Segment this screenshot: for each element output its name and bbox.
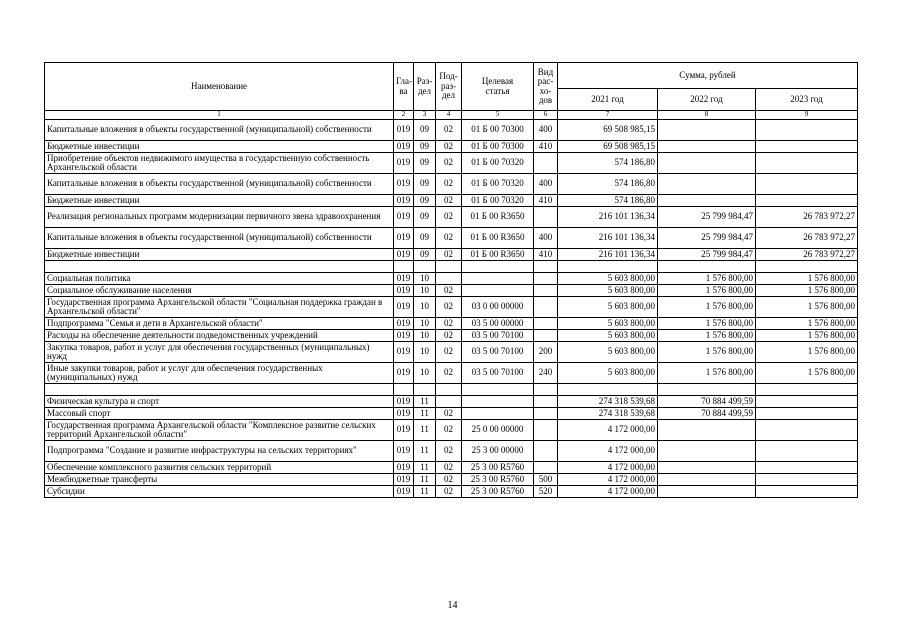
row-vid — [534, 285, 558, 297]
empty-cell — [462, 384, 534, 396]
table-row — [45, 363, 858, 384]
row-target: 01 Б 00 R3650 — [462, 228, 534, 249]
row-name: Подпрограмма "Семья и дети в Архангельской области" — [45, 318, 394, 330]
header-razdel: Раз- дел — [414, 63, 436, 111]
row-vid — [534, 420, 558, 441]
row-amount-2022: 1 576 800,00 — [658, 318, 756, 330]
empty-cell — [394, 261, 414, 273]
header-vid: Вид рас- хо- дов — [534, 63, 558, 111]
row-amount-2021: 69 508 985,15 — [558, 141, 658, 153]
table-row — [45, 441, 858, 462]
row-amount-2022 — [658, 486, 756, 498]
row-vid: 500 — [534, 474, 558, 486]
row-target — [462, 273, 534, 285]
row-amount-2022 — [658, 441, 756, 462]
row-razdel: 11 — [414, 474, 436, 486]
row-amount-2021: 5 603 800,00 — [558, 273, 658, 285]
row-razdel: 10 — [414, 342, 436, 363]
row-vid — [534, 318, 558, 330]
row-glava: 019 — [394, 207, 414, 228]
row-target: 01 Б 00 R3650 — [462, 207, 534, 228]
row-target: 03 5 00 70100 — [462, 363, 534, 384]
row-amount-2023: 1 576 800,00 — [756, 273, 858, 285]
row-target: 25 3 00 00000 — [462, 441, 534, 462]
empty-cell — [756, 384, 858, 396]
row-amount-2022: 25 799 984,47 — [658, 228, 756, 249]
row-target: 25 3 00 R5760 — [462, 474, 534, 486]
row-name: Капитальные вложения в объекты государственной (муниципальной) собственности — [45, 228, 394, 249]
row-target: 01 Б 00 70300 — [462, 120, 534, 141]
row-name: Межбюджетные трансферты — [45, 474, 394, 486]
table-row — [45, 228, 858, 249]
col-num: 2 — [394, 111, 414, 120]
row-vid: 240 — [534, 363, 558, 384]
header-year-2022: 2022 год — [658, 89, 756, 111]
row-podrazdel: 02 — [436, 408, 462, 420]
row-name: Иные закупки товаров, работ и услуг для обеспечения государственных (муниципальных) нужд — [45, 363, 394, 384]
row-podrazdel: 02 — [436, 141, 462, 153]
table-row — [45, 474, 858, 486]
row-name: Подпрограмма "Создание и развитие инфраструктуры на сельских территориях" — [45, 441, 394, 462]
row-amount-2022: 1 576 800,00 — [658, 330, 756, 342]
row-name: Массовый спорт — [45, 408, 394, 420]
row-razdel: 11 — [414, 420, 436, 441]
row-amount-2021: 574 186,80 — [558, 174, 658, 195]
row-vid: 400 — [534, 174, 558, 195]
row-target: 03 5 00 70100 — [462, 330, 534, 342]
empty-cell — [462, 261, 534, 273]
row-amount-2021: 574 186,80 — [558, 153, 658, 174]
empty-cell — [534, 384, 558, 396]
row-amount-2022 — [658, 420, 756, 441]
row-amount-2023 — [756, 195, 858, 207]
row-amount-2021: 5 603 800,00 — [558, 330, 658, 342]
table-row — [45, 273, 858, 285]
row-amount-2021: 4 172 000,00 — [558, 441, 658, 462]
table-row — [45, 249, 858, 261]
row-amount-2022: 1 576 800,00 — [658, 342, 756, 363]
row-name: Бюджетные инвестиции — [45, 195, 394, 207]
row-glava: 019 — [394, 273, 414, 285]
header-target: Целевая статья — [462, 63, 534, 111]
row-amount-2022 — [658, 462, 756, 474]
row-name: Расходы на обеспечение деятельности подведомственных учреждений — [45, 330, 394, 342]
row-vid: 200 — [534, 342, 558, 363]
row-name: Закупка товаров, работ и услуг для обеспечения государственных (муниципальных) нужд — [45, 342, 394, 363]
row-amount-2021: 574 186,80 — [558, 195, 658, 207]
row-glava: 019 — [394, 153, 414, 174]
row-razdel: 09 — [414, 174, 436, 195]
row-podrazdel: 02 — [436, 330, 462, 342]
row-razdel: 11 — [414, 462, 436, 474]
row-vid: 410 — [534, 195, 558, 207]
row-vid — [534, 441, 558, 462]
row-name: Капитальные вложения в объекты государственной (муниципальной) собственности — [45, 120, 394, 141]
row-glava: 019 — [394, 441, 414, 462]
col-num: 6 — [534, 111, 558, 120]
row-target: 25 3 00 R5760 — [462, 486, 534, 498]
row-amount-2022 — [658, 195, 756, 207]
row-podrazdel — [436, 273, 462, 285]
row-target: 01 Б 00 R3650 — [462, 249, 534, 261]
row-amount-2022 — [658, 141, 756, 153]
empty-cell — [558, 384, 658, 396]
row-razdel: 10 — [414, 330, 436, 342]
empty-cell — [658, 384, 756, 396]
row-amount-2021: 274 318 539,68 — [558, 408, 658, 420]
row-name: Социальная политика — [45, 273, 394, 285]
row-amount-2021: 274 318 539,68 — [558, 396, 658, 408]
row-podrazdel: 02 — [436, 249, 462, 261]
row-podrazdel: 02 — [436, 441, 462, 462]
row-razdel: 09 — [414, 207, 436, 228]
row-target: 03 0 00 00000 — [462, 297, 534, 318]
row-amount-2023: 26 783 972,27 — [756, 249, 858, 261]
row-podrazdel: 02 — [436, 486, 462, 498]
row-razdel: 10 — [414, 285, 436, 297]
row-razdel: 09 — [414, 195, 436, 207]
row-amount-2023: 1 576 800,00 — [756, 363, 858, 384]
row-amount-2023 — [756, 441, 858, 462]
row-glava: 019 — [394, 342, 414, 363]
row-amount-2022: 1 576 800,00 — [658, 363, 756, 384]
header-name: Наименование — [45, 63, 394, 111]
row-podrazdel: 02 — [436, 342, 462, 363]
row-name: Физическая культура и спорт — [45, 396, 394, 408]
row-amount-2022: 1 576 800,00 — [658, 297, 756, 318]
table-row — [45, 462, 858, 474]
row-amount-2023 — [756, 486, 858, 498]
row-amount-2023 — [756, 153, 858, 174]
empty-cell — [436, 384, 462, 396]
row-name: Реализация региональных программ модернизации первичного звена здравоохранения — [45, 207, 394, 228]
row-amount-2021: 4 172 000,00 — [558, 486, 658, 498]
row-vid: 520 — [534, 486, 558, 498]
row-razdel: 09 — [414, 120, 436, 141]
col-num: 5 — [462, 111, 534, 120]
row-amount-2023 — [756, 408, 858, 420]
row-glava: 019 — [394, 141, 414, 153]
row-razdel: 10 — [414, 363, 436, 384]
row-razdel: 10 — [414, 297, 436, 318]
empty-cell — [45, 261, 394, 273]
row-razdel: 11 — [414, 486, 436, 498]
empty-cell — [414, 261, 436, 273]
row-name: Субсидии — [45, 486, 394, 498]
budget-table — [44, 62, 858, 498]
row-amount-2022 — [658, 120, 756, 141]
row-glava: 019 — [394, 297, 414, 318]
row-glava: 019 — [394, 474, 414, 486]
row-razdel: 09 — [414, 228, 436, 249]
header-podrazdel: Под- раз- дел — [436, 63, 462, 111]
row-amount-2023 — [756, 462, 858, 474]
row-vid — [534, 396, 558, 408]
row-glava: 019 — [394, 249, 414, 261]
row-vid — [534, 273, 558, 285]
row-amount-2023: 1 576 800,00 — [756, 318, 858, 330]
row-razdel: 10 — [414, 273, 436, 285]
row-amount-2023 — [756, 396, 858, 408]
header-year-2023: 2023 год — [756, 89, 858, 111]
header-sum: Сумма, рублей — [558, 63, 858, 89]
row-glava: 019 — [394, 174, 414, 195]
table-row — [45, 207, 858, 228]
table-row — [45, 420, 858, 441]
table-row — [45, 396, 858, 408]
row-target — [462, 396, 534, 408]
row-glava: 019 — [394, 486, 414, 498]
row-amount-2023 — [756, 120, 858, 141]
row-amount-2023: 26 783 972,27 — [756, 207, 858, 228]
row-glava: 019 — [394, 330, 414, 342]
row-target: 25 0 00 00000 — [462, 420, 534, 441]
row-name: Государственная программа Архангельской области "Комплексное развитие сельских территорий Архангельской области" — [45, 420, 394, 441]
row-name: Приобретение объектов недвижимого имущества в государственную собственность Архангельской области — [45, 153, 394, 174]
row-amount-2022 — [658, 474, 756, 486]
row-name: Государственная программа Архангельской области "Социальная поддержка граждан в Архангельской области" — [45, 297, 394, 318]
row-glava: 019 — [394, 396, 414, 408]
col-num: 3 — [414, 111, 436, 120]
row-target: 01 Б 00 70320 — [462, 153, 534, 174]
row-amount-2022: 70 884 499,59 — [658, 408, 756, 420]
row-vid: 400 — [534, 228, 558, 249]
row-amount-2021: 4 172 000,00 — [558, 474, 658, 486]
row-target — [462, 408, 534, 420]
row-amount-2023: 1 576 800,00 — [756, 330, 858, 342]
row-razdel: 11 — [414, 396, 436, 408]
row-glava: 019 — [394, 363, 414, 384]
row-target: 01 Б 00 70320 — [462, 174, 534, 195]
col-num: 4 — [436, 111, 462, 120]
row-podrazdel: 02 — [436, 207, 462, 228]
row-amount-2021: 216 101 136,34 — [558, 228, 658, 249]
row-amount-2021: 5 603 800,00 — [558, 318, 658, 330]
row-podrazdel: 02 — [436, 228, 462, 249]
row-amount-2022 — [658, 153, 756, 174]
row-razdel: 09 — [414, 141, 436, 153]
row-amount-2021: 4 172 000,00 — [558, 420, 658, 441]
blank-row — [45, 384, 858, 396]
row-amount-2021: 5 603 800,00 — [558, 363, 658, 384]
table-row — [45, 120, 858, 141]
table-row — [45, 141, 858, 153]
row-razdel: 09 — [414, 249, 436, 261]
empty-cell — [658, 261, 756, 273]
row-amount-2023: 1 576 800,00 — [756, 285, 858, 297]
table-row — [45, 318, 858, 330]
row-amount-2022: 70 884 499,59 — [658, 396, 756, 408]
row-podrazdel: 02 — [436, 420, 462, 441]
row-amount-2023: 26 783 972,27 — [756, 228, 858, 249]
row-name: Обеспечение комплексного развития сельских территорий — [45, 462, 394, 474]
row-podrazdel: 02 — [436, 174, 462, 195]
row-name: Бюджетные инвестиции — [45, 249, 394, 261]
row-amount-2021: 5 603 800,00 — [558, 285, 658, 297]
row-vid — [534, 207, 558, 228]
col-num: 7 — [558, 111, 658, 120]
row-amount-2022: 1 576 800,00 — [658, 285, 756, 297]
col-num: 9 — [756, 111, 858, 120]
empty-cell — [558, 261, 658, 273]
row-amount-2023 — [756, 141, 858, 153]
row-vid: 400 — [534, 120, 558, 141]
header-year-2021: 2021 год — [558, 89, 658, 111]
row-razdel: 10 — [414, 318, 436, 330]
header-glava: Гла- ва — [394, 63, 414, 111]
table-row — [45, 342, 858, 363]
row-glava: 019 — [394, 420, 414, 441]
row-razdel: 11 — [414, 441, 436, 462]
row-amount-2023 — [756, 420, 858, 441]
empty-cell — [414, 384, 436, 396]
row-razdel: 09 — [414, 153, 436, 174]
col-num: 8 — [658, 111, 756, 120]
row-vid — [534, 297, 558, 318]
row-podrazdel — [436, 396, 462, 408]
row-glava: 019 — [394, 318, 414, 330]
row-vid — [534, 330, 558, 342]
row-glava: 019 — [394, 120, 414, 141]
table-row — [45, 153, 858, 174]
row-vid — [534, 408, 558, 420]
row-target: 01 Б 00 70320 — [462, 195, 534, 207]
row-vid: 410 — [534, 141, 558, 153]
row-target: 25 3 00 R5760 — [462, 462, 534, 474]
row-razdel: 11 — [414, 408, 436, 420]
row-podrazdel: 02 — [436, 474, 462, 486]
empty-cell — [436, 261, 462, 273]
row-amount-2023: 1 576 800,00 — [756, 297, 858, 318]
row-amount-2022: 1 576 800,00 — [658, 273, 756, 285]
row-amount-2023 — [756, 174, 858, 195]
row-name: Бюджетные инвестиции — [45, 141, 394, 153]
row-glava: 019 — [394, 285, 414, 297]
empty-cell — [45, 384, 394, 396]
row-podrazdel: 02 — [436, 195, 462, 207]
row-amount-2021: 4 172 000,00 — [558, 462, 658, 474]
row-amount-2023 — [756, 474, 858, 486]
row-glava: 019 — [394, 408, 414, 420]
row-podrazdel: 02 — [436, 318, 462, 330]
empty-cell — [534, 261, 558, 273]
row-amount-2021: 5 603 800,00 — [558, 297, 658, 318]
row-podrazdel: 02 — [436, 285, 462, 297]
row-glava: 019 — [394, 462, 414, 474]
page-number: 14 — [447, 600, 458, 611]
table-row — [45, 297, 858, 318]
table-row — [45, 486, 858, 498]
row-target: 03 5 00 70100 — [462, 342, 534, 363]
blank-row — [45, 261, 858, 273]
table-row — [45, 174, 858, 195]
row-target: 01 Б 00 70300 — [462, 141, 534, 153]
table-row — [45, 285, 858, 297]
row-podrazdel: 02 — [436, 462, 462, 474]
row-podrazdel: 02 — [436, 153, 462, 174]
row-amount-2021: 5 603 800,00 — [558, 342, 658, 363]
row-vid: 410 — [534, 249, 558, 261]
row-amount-2023: 1 576 800,00 — [756, 342, 858, 363]
row-vid — [534, 462, 558, 474]
table-body — [45, 120, 858, 498]
col-num: 1 — [45, 111, 394, 120]
empty-cell — [394, 384, 414, 396]
row-amount-2021: 69 508 985,15 — [558, 120, 658, 141]
row-podrazdel: 02 — [436, 297, 462, 318]
empty-cell — [756, 261, 858, 273]
row-podrazdel: 02 — [436, 120, 462, 141]
row-target: 03 5 00 00000 — [462, 318, 534, 330]
row-amount-2022 — [658, 174, 756, 195]
row-amount-2022: 25 799 984,47 — [658, 249, 756, 261]
row-target — [462, 285, 534, 297]
row-glava: 019 — [394, 195, 414, 207]
row-podrazdel: 02 — [436, 363, 462, 384]
table-row — [45, 330, 858, 342]
row-glava: 019 — [394, 228, 414, 249]
row-vid — [534, 153, 558, 174]
table-row — [45, 408, 858, 420]
row-amount-2022: 25 799 984,47 — [658, 207, 756, 228]
row-amount-2021: 216 101 136,34 — [558, 249, 658, 261]
table-row — [45, 195, 858, 207]
row-name: Капитальные вложения в объекты государственной (муниципальной) собственности — [45, 174, 394, 195]
row-amount-2021: 216 101 136,34 — [558, 207, 658, 228]
row-name: Социальное обслуживание населения — [45, 285, 394, 297]
